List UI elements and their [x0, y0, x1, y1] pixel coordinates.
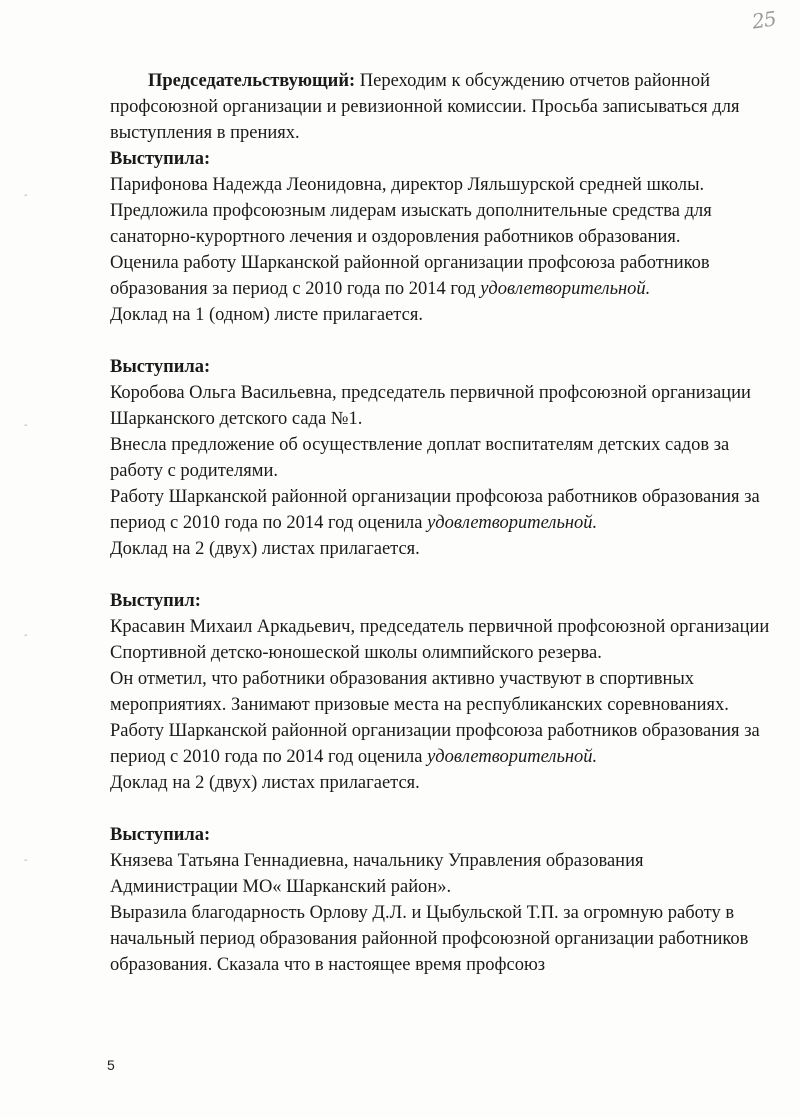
- speech-assessment: [110, 484, 770, 536]
- assessment-text: Работу Шарканской районной организации профсоюза работников образования за период с 2010 года по 2014 год оценила: [110, 487, 760, 533]
- speech-attachment: Доклад на 2 (двух) листах прилагается.: [110, 539, 420, 559]
- section-gap: [110, 796, 770, 822]
- assessment-value: удовлетворительной.: [480, 279, 651, 299]
- section-gap: [110, 328, 770, 354]
- page-number: 5: [107, 1057, 115, 1073]
- assessment-value: удовлетворительной.: [427, 747, 598, 767]
- margin-mark: -: [24, 190, 28, 201]
- margin-mark: -: [24, 630, 28, 641]
- speech-line: Коробова Ольга Васильевна, председатель первичной профсоюзной организации Шарканского детского сада №1.: [110, 383, 751, 429]
- margin-mark: -: [24, 420, 28, 431]
- margin-mark: -: [24, 855, 28, 866]
- assessment-text: Оценила работу Шарканской районной организации профсоюза работников образования за период с 2010 года по 2014 год: [110, 253, 710, 299]
- speech-line: Парифонова Надежда Леонидовна, директор Ляльшурской средней школы.: [110, 175, 705, 195]
- document-body: [110, 68, 770, 978]
- chair-label: Председательствующий:: [148, 71, 356, 91]
- section-gap: [110, 562, 770, 588]
- assessment-text: Работу Шарканской районной организации профсоюза работников образования за период с 2010 года по 2014 год оценила: [110, 721, 760, 767]
- assessment-value: удовлетворительной.: [427, 513, 598, 533]
- intro-paragraph: [110, 68, 770, 146]
- handwritten-page-number: 25: [750, 6, 778, 34]
- speech-assessment: [110, 250, 770, 302]
- speech-heading: Выступила:: [110, 825, 211, 845]
- speech-line: Внесла предложение об осуществление доплат воспитателям детских садов за работу с родителями.: [110, 435, 730, 481]
- speech-attachment: Доклад на 1 (одном) листе прилагается.: [110, 305, 423, 325]
- speech-line: Князева Татьяна Геннадиевна, начальнику Управления образования Администрации МО« Шарканский район».: [110, 851, 644, 897]
- speech-heading: Выступил:: [110, 591, 201, 611]
- intro-text: Переходим к обсуждению отчетов районной профсоюзной организации и ревизионной комиссии. Просьба записываться для выступления в прениях.: [110, 71, 740, 143]
- speech-heading: Выступила:: [110, 357, 211, 377]
- speech-line: Он отметил, что работники образования активно участвуют в спортивных мероприятиях. Занимают призовые места на республиканских соревнованиях.: [110, 669, 729, 715]
- speech-line: Предложила профсоюзным лидерам изыскать дополнительные средства для санаторно-курортного лечения и оздоровления работников образования.: [110, 201, 712, 247]
- speech-line: Красавин Михаил Аркадьевич, председатель первичной профсоюзной организации Спортивной детско-юношеской школы олимпийского резерва.: [110, 617, 770, 663]
- speech-line: Выразила благодарность Орлову Д.Л. и Цыбульской Т.П. за огромную работу в начальный период образования районной профсоюзной организации работников образования. Сказала что в настоящее время профсоюз: [110, 903, 749, 975]
- speech-assessment: [110, 718, 770, 770]
- speech-heading: Выступила:: [110, 149, 211, 169]
- speech-attachment: Доклад на 2 (двух) листах прилагается.: [110, 773, 420, 793]
